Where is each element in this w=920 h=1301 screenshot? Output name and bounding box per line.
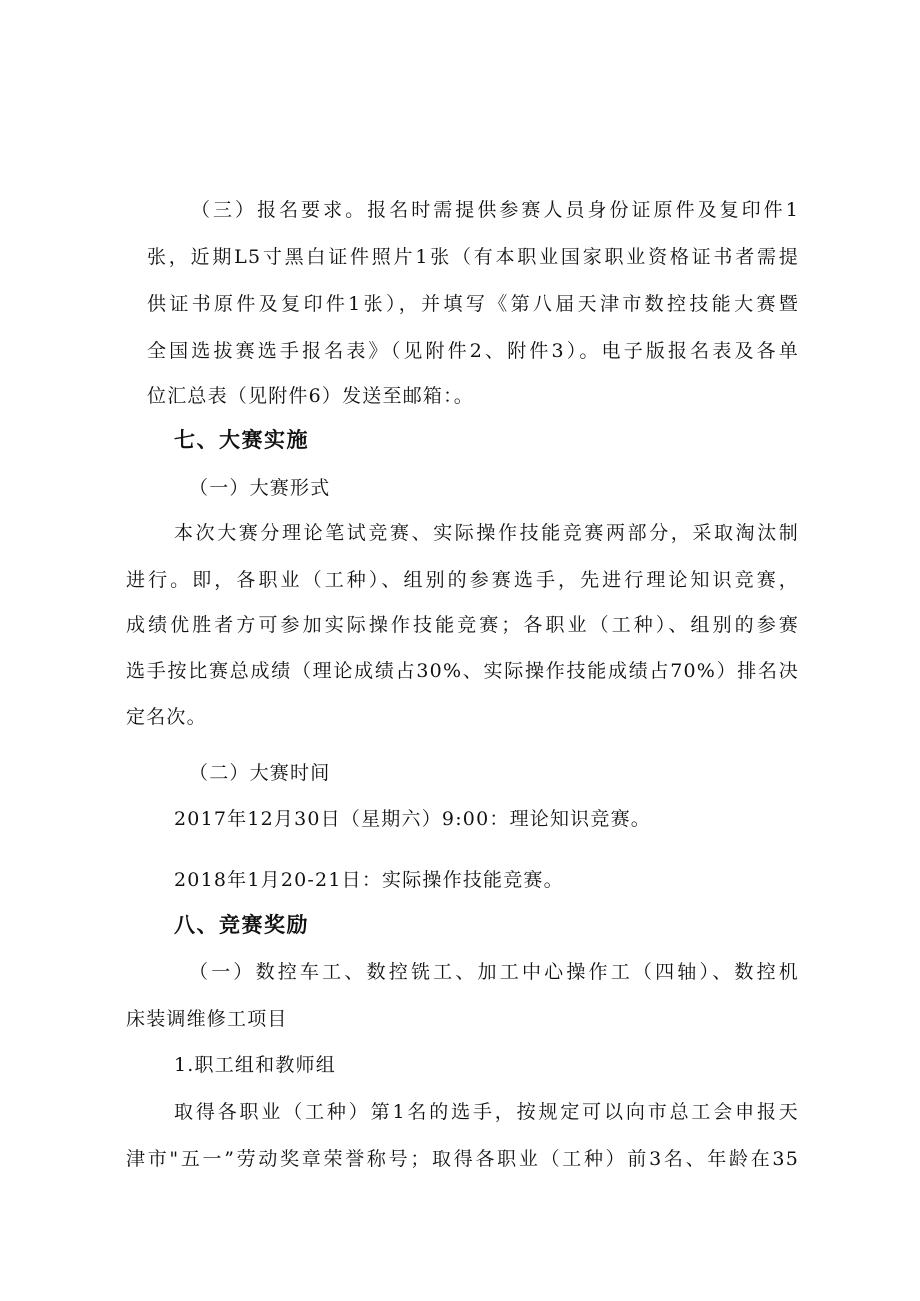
- subsection-title: （一）大赛形式: [189, 477, 331, 499]
- paragraph-line: 位汇总表（见附件6）发送至邮箱：。: [147, 385, 474, 407]
- paragraph-line: 进行。即，各职业（工种）、组别的参赛选手，先进行理论知识竞赛，: [126, 569, 799, 591]
- item-title: 1.职工组和教师组: [174, 1054, 336, 1076]
- section-heading: 七、大赛实施: [174, 428, 309, 452]
- schedule-item: 2018年1月20-21日：实际操作技能竞赛。: [174, 869, 564, 891]
- paragraph-line: 全国选拔赛选手报名表》（见附件2、附件3）。电子版报名表及各单: [147, 340, 799, 362]
- paragraph-line: 津市"五一”劳动奖章荣誉称号；取得各职业（工种）前3名、年龄在35: [126, 1148, 799, 1170]
- subsection-title: （二）大赛时间: [189, 762, 331, 784]
- paragraph-line: 取得各职业（工种）第1名的选手，按规定可以向市总工会申报天: [174, 1101, 799, 1123]
- schedule-item: 2017年12月30日（星期六）9:00：理论知识竞赛。: [174, 808, 651, 830]
- paragraph-line: 选手按比赛总成绩（理论成绩占30%、实际操作技能成绩占70%）排名决: [126, 660, 799, 682]
- paragraph-line: 供证书原件及复印件1张），并填写《第八届天津市数控技能大赛暨: [147, 293, 799, 315]
- paragraph-line: （一）数控车工、数控铣工、加工中心操作工（四轴）、数控机: [189, 961, 799, 983]
- paragraph-line: （三）报名要求。报名时需提供参赛人员身份证原件及复印件1: [191, 199, 799, 221]
- paragraph-line: 本次大赛分理论笔试竞赛、实际操作技能竞赛两部分，采取淘汰制: [174, 522, 799, 544]
- section-heading: 八、竞赛奖励: [174, 913, 309, 937]
- paragraph-line: 张，近期L5寸黑白证件照片1张（有本职业国家职业资格证书者需提: [147, 246, 799, 268]
- paragraph-line: 床装调维修工项目: [126, 1008, 288, 1030]
- paragraph-line: 定名次。: [126, 706, 207, 728]
- paragraph-line: 成绩优胜者方可参加实际操作技能竞赛；各职业（工种）、组别的参赛: [126, 614, 799, 636]
